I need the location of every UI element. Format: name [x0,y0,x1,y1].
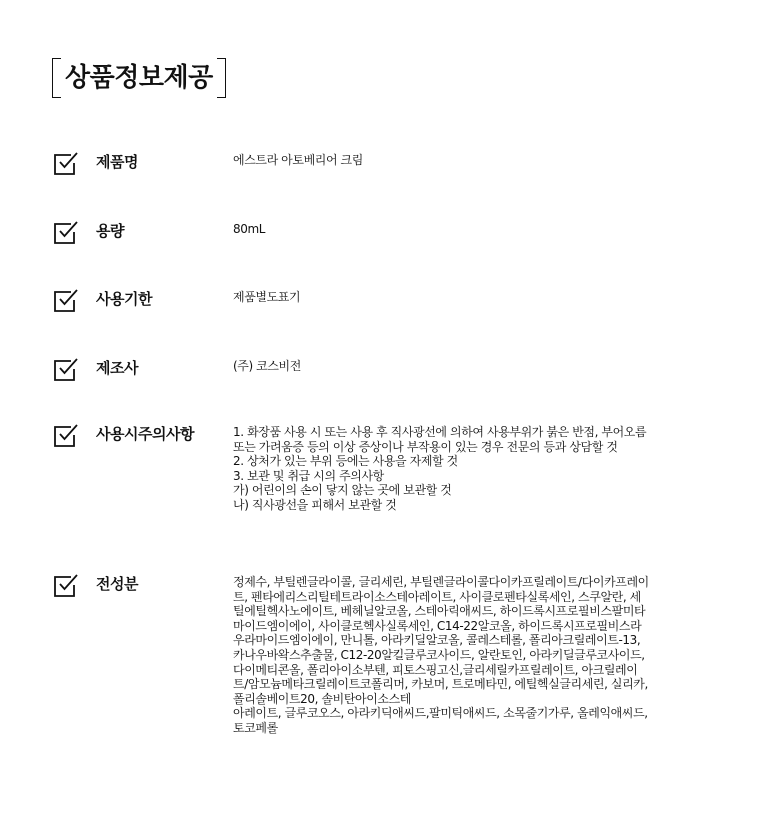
checkbox-check-icon [52,288,80,314]
checkbox-check-icon [52,573,80,599]
info-value [233,575,733,736]
checkbox-check-icon [52,357,80,383]
left-bracket [52,58,61,98]
info-value-line: 우라마이드엠이에이, 만니톨, 아라키딜알코올, 콜레스테롤, 폴리아크릴레이트-13, [233,633,641,648]
info-label: 제조사 [96,359,138,377]
info-label: 사용시주의사항 [96,425,194,443]
page-title-wrap [52,56,226,100]
info-value-line: 카나우바왁스추출물, C12-20알킬글루코사이드, 알란토인, 아라키딜글루코사이드, [233,647,645,662]
info-value-line: 마이드엠이에이, 사이클로헥사실록세인, C14-22알코올, 하이드록시프로필비스라 [233,618,642,633]
info-value-line: 에스트라 아토베리어 크림 [233,153,363,167]
info-value-line: 80mL [233,222,266,236]
info-value [233,153,733,168]
info-label: 제품명 [96,153,138,171]
info-value-line: 트/암모늄메타크릴레이트코폴리머, 카보머, 트로메타민, 에틸헥실글리세린, 실리카, [233,677,648,692]
info-value [233,425,733,513]
info-value-line: 토코페롤 [233,720,278,735]
info-label: 용량 [96,222,124,240]
info-value-line: 다이메티콘올, 폴리아이소부텐, 피토스핑고신,글리세릴카프릴레이트, 아크릴레이 [233,662,638,677]
right-bracket [217,58,226,98]
info-value-line: 아레이트, 글루코오스, 아라키딕애씨드,팔미틱애씨드, 소목줄기가루, 올레익애씨드, [233,706,648,721]
info-value-line: 1. 화장품 사용 시 또는 사용 후 직사광선에 의하여 사용부위가 붉은 반점, 부어오름 [233,425,647,439]
info-value [233,290,733,305]
info-value-line: 나) 직사광선을 피해서 보관할 것 [233,497,397,512]
info-value [233,359,733,374]
info-value-line: (주) 코스비전 [233,359,301,373]
info-value-line: 트, 펜타에리스리틸테트라이소스테아레이트, 사이클로펜타실록세인, 스쿠알란, 세 [233,589,641,604]
info-value-line: 또는 가려움증 등의 이상 증상이나 부작용이 있는 경우 전문의 등과 상담할 것 [233,439,618,454]
info-value-line: 2. 상처가 있는 부위 등에는 사용을 자제할 것 [233,454,458,469]
checkbox-check-icon [52,220,80,246]
info-value-line: 3. 보관 및 취급 시의 주의사항 [233,468,384,483]
info-value-line: 가) 어린이의 손이 닿지 않는 곳에 보관할 것 [233,483,452,498]
info-value-line: 정제수, 부틸렌글라이콜, 글리세린, 부틸렌글라이콜다이카프릴레이트/다이카프레이 [233,575,649,589]
info-value-line: 제품별도표기 [233,290,301,304]
checkbox-check-icon [52,423,80,449]
page-title: 상품정보제공 [65,63,213,93]
checkbox-check-icon [52,151,80,177]
info-value [233,222,733,237]
info-value-line: 폴리솔베이트20, 솔비탄아이소스테 [233,691,411,706]
info-value-line: 틸에틸헥사노에이트, 베헤닐알코올, 스테아릭애씨드, 하이드록시프로필비스팔미타 [233,604,646,619]
info-label: 전성분 [96,575,138,593]
info-label: 사용기한 [96,290,152,308]
